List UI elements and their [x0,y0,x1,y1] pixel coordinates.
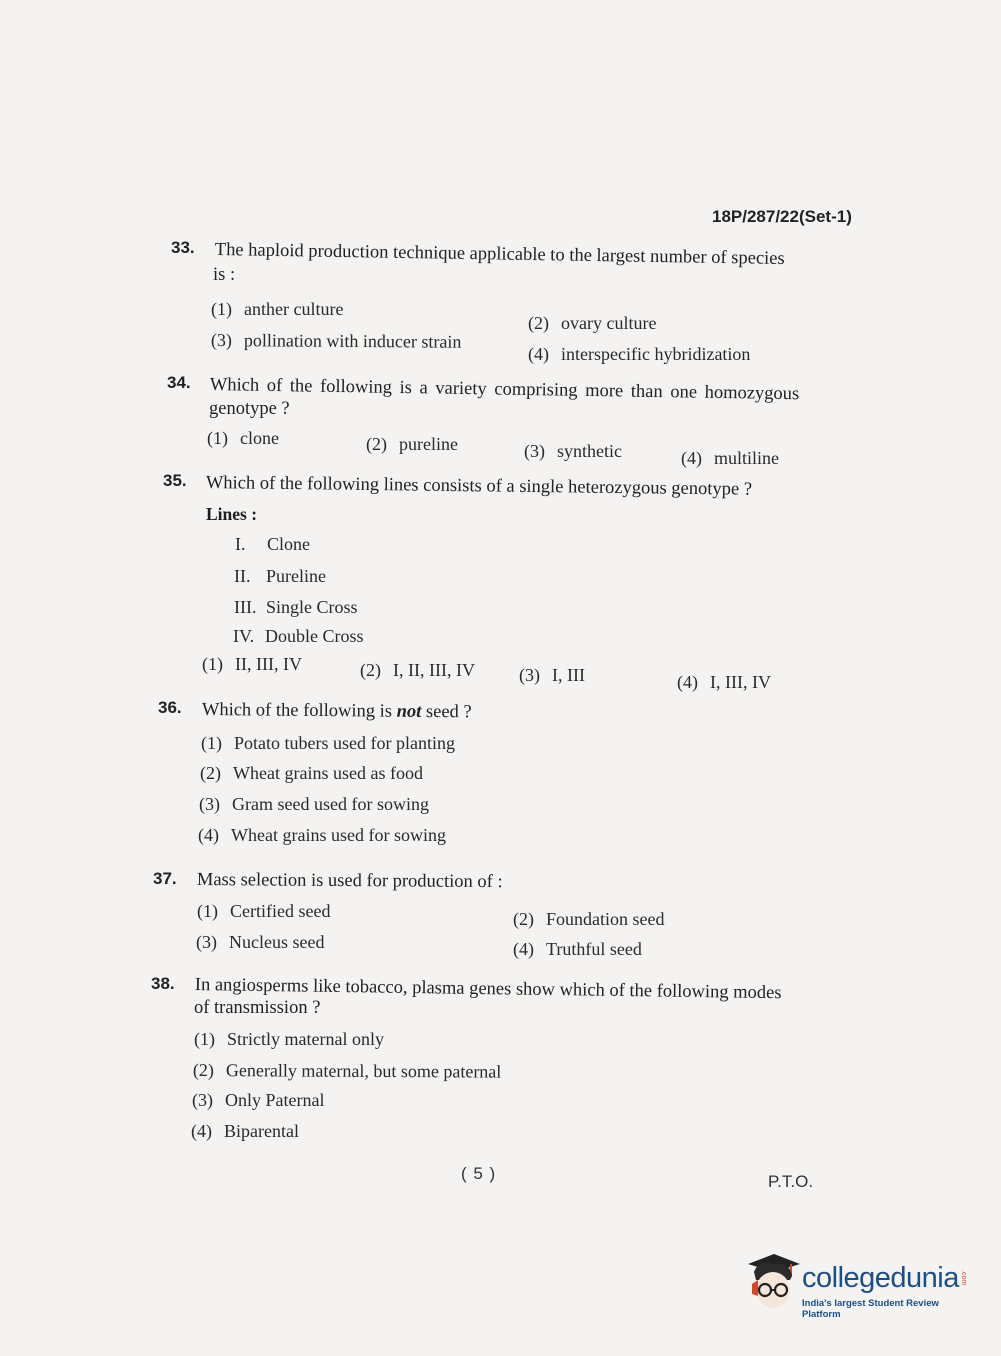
option-3: (3) pollination with inducer strain [210,330,462,352]
line-item: III. Single Cross [234,597,358,617]
brand-tagline: India's largest Student Review Platform [802,1298,939,1320]
lines-label: Lines : [206,504,258,524]
option-4: (4) Biparental [191,1121,299,1141]
option-2: (2) Generally maternal, but some paternal [192,1060,502,1082]
page-number: ( 5 ) [461,1164,497,1183]
pto-label: P.T.O. [768,1172,814,1191]
option-1: (1) II, III, IV [202,654,302,674]
question-text: Which of the following lines consists of a single heterozygous genotype ? [205,473,753,500]
question-number: 35. [163,471,187,490]
brand-name: collegedunia [802,1262,959,1294]
option-4: (4) Truthful seed [513,939,642,959]
option-3: (3) Nucleus seed [196,932,325,952]
question-text: Which of the following is not seed ? [201,700,472,723]
line-item: I. Clone [235,534,310,554]
option-3: (3) Gram seed used for sowing [199,794,429,814]
option-3: (3) synthetic [524,441,622,461]
question-text: Mass selection is used for production of : [196,870,503,893]
question-number: 37. [153,869,177,888]
question-text-cont: of transmission ? [194,998,321,1018]
mascot-icon [744,1250,802,1312]
paper-code: 18P/287/22(Set-1) [712,207,852,226]
option-2: (2) Wheat grains used as food [200,763,423,783]
question-number: 34. [167,373,191,392]
option-4: (4) Wheat grains used for sowing [198,825,446,845]
question-number: 33. [171,238,195,257]
option-1: (1) anther culture [211,299,344,319]
option-2: (2) pureline [366,434,458,454]
question-number: 36. [158,698,182,717]
question-text: The haploid production technique applicable to the largest number of species [214,240,785,269]
option-2: (2) I, II, III, IV [360,660,475,680]
option-1: (1) Strictly maternal only [194,1029,384,1049]
collegedunia-watermark [744,1248,974,1318]
option-4: (4) I, III, IV [677,672,771,692]
option-4: (4) interspecific hybridization [528,344,751,364]
option-3: (3) I, III [519,665,585,685]
line-item: IV. Double Cross [233,626,364,646]
option-1: (1) Potato tubers used for planting [201,733,455,753]
question-number: 38. [151,974,175,993]
emphasis-not: not [396,701,422,722]
brand-dotcom: .com [960,1270,967,1286]
option-3: (3) Only Paternal [192,1090,325,1110]
option-1: (1) clone [207,428,279,448]
line-item: II. Pureline [234,566,326,586]
question-text-cont: is : [213,265,236,285]
question-text-cont: genotype ? [209,399,290,419]
option-1: (1) Certified seed [197,901,331,921]
question-text: In angiosperms like tobacco, plasma genes show which of the following modes [194,975,782,1004]
option-2: (2) ovary culture [528,313,657,333]
option-4: (4) multiline [681,448,779,468]
question-text: Which of the following is a variety comprising more than one homozygous [209,375,800,405]
option-2: (2) Foundation seed [513,909,665,929]
